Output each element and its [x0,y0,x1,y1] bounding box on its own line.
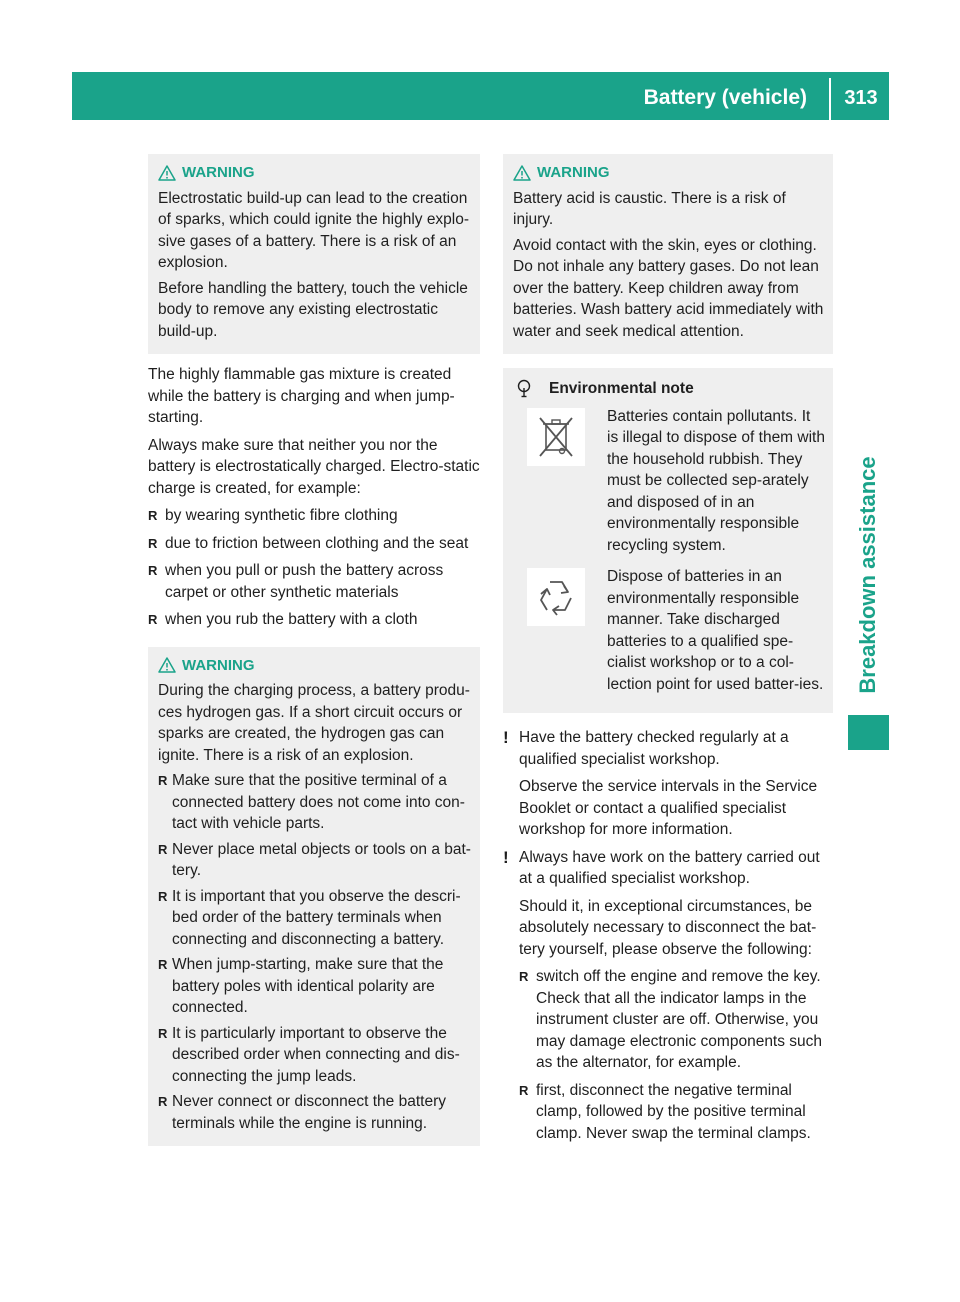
caution-text: Observe the service intervals in the Service Booklet or contact a qualified specialist workshop for more information. [519,778,818,838]
warning-box-acid [503,154,833,354]
page-number: 313 [844,87,878,109]
header-divider [829,78,831,120]
caution-note [503,847,833,1145]
caution-note [503,727,833,841]
list-item: R Never place metal objects or tools on a bat-tery. [158,839,472,882]
env-note-text: Batteries contain pollutants. It is illegal to dispose of them with the household rubbish. They must be collected sep-arately and disposed of in an environmentally responsible recycling system. [607,407,825,554]
caution-text: Always have work on the battery carried out at a qualified specialist workshop. [519,848,820,887]
env-note-item [513,406,825,557]
crossed-bin-icon [536,414,576,460]
bullet-list [148,505,480,631]
section-label-text: Breakdown assistance [855,456,880,694]
caution-text: Have the battery checked regularly at a qualified specialist workshop. [519,729,789,768]
warning-heading [513,162,825,184]
list-item: R switch off the engine and remove the key. Check that all the indicator lamps in the instrument cluster are off. Otherwise, you may damage electronic components such as the alternator, for example. [519,966,833,1074]
warning-text: Before handling the battery, touch the vehicle body to remove any existing electrostatic build-up. [158,279,468,340]
list-item: R when you rub the battery with a cloth [148,609,480,631]
warning-triangle-icon [158,165,176,181]
warning-triangle-icon [158,657,176,673]
warning-heading-text: WARNING [537,164,610,181]
list-item: R When jump-starting, make sure that the battery poles with identical polarity are connected. [158,954,472,1019]
body-paragraph: The highly flammable gas mixture is created while the battery is charging and when jump-starting. [148,366,455,426]
warning-bullet-list [158,770,472,1134]
warning-heading [158,655,472,677]
warning-text: During the charging process, a battery produ-ces hydrogen gas. If a short circuit occurs or sparks are created, the hydrogen gas can ignite. There is a risk of an explosion. [158,682,470,764]
caution-text: Should it, in exceptional circumstances, be absolutely necessary to disconnect the bat-tery yourself, please observe the following: [519,897,817,958]
warning-heading-text: WARNING [182,656,255,674]
warning-heading [158,162,472,184]
header-bar [72,72,889,120]
list-item: R It is important that you observe the descri-bed order of the battery terminals when connecting and disconnecting a battery. [158,886,472,951]
warning-box-hydrogen [148,647,480,1147]
recycle-icon [533,574,579,620]
env-note-text: Dispose of batteries in an environmentally responsible manner. Take discharged batteries to a qualified spe-cialist workshop or to a col-lection point for used batter-ies. [607,568,824,693]
list-item: R Make sure that the positive terminal of a connected battery does not come into con-tact with vehicle parts. [158,770,472,835]
section-tab [848,715,889,750]
warning-box-electrostatic [148,154,480,354]
list-item: R by wearing synthetic fibre clothing [148,505,480,527]
lightbulb-icon [517,379,531,399]
page-title: Battery (vehicle) [643,86,807,109]
body-paragraph: Always make sure that neither you nor the battery is electrostatically charged. Electro-static charge is created, for example: [148,436,480,497]
env-note-heading-text: Environmental note [549,380,694,397]
list-item: R Never connect or disconnect the battery terminals while the engine is running. [158,1091,472,1134]
list-item: R It is particularly important to observe the described order when connecting and dis-connecting the jump leads. [158,1023,472,1088]
env-note-heading [517,378,825,400]
env-note-item [513,566,825,695]
list-item: R due to friction between clothing and the seat [148,533,480,555]
exclamation-icon: ! [503,847,509,867]
left-column [148,154,480,1146]
warning-heading-text: WARNING [182,164,255,181]
right-column [503,154,833,1150]
exclamation-icon: ! [503,728,509,747]
environmental-note-box [503,368,833,713]
warning-text: Electrostatic build-up can lead to the creation of sparks, which could ignite the highly explo-sive gases of a battery. There is a risk of an explosion. [158,189,470,271]
list-item: R when you pull or push the battery across carpet or other synthetic materials [148,560,480,603]
recycle-icon-box [527,568,585,626]
warning-text: Battery acid is caustic. There is a risk of injury. [513,189,786,228]
list-item: R first, disconnect the negative terminal clamp, followed by the positive terminal clamp. Never swap the terminal clamps. [519,1080,833,1145]
crossed-bin-icon-box [527,408,585,466]
caution-bullet-list [519,966,833,1144]
section-label [848,445,888,705]
warning-triangle-icon [513,165,531,181]
warning-text: Avoid contact with the skin, eyes or clothing. Do not inhale any battery gases. Do not lean over the battery. Keep children away from batteries. Wash battery acid immediately with water and seek medical attention. [513,236,824,340]
